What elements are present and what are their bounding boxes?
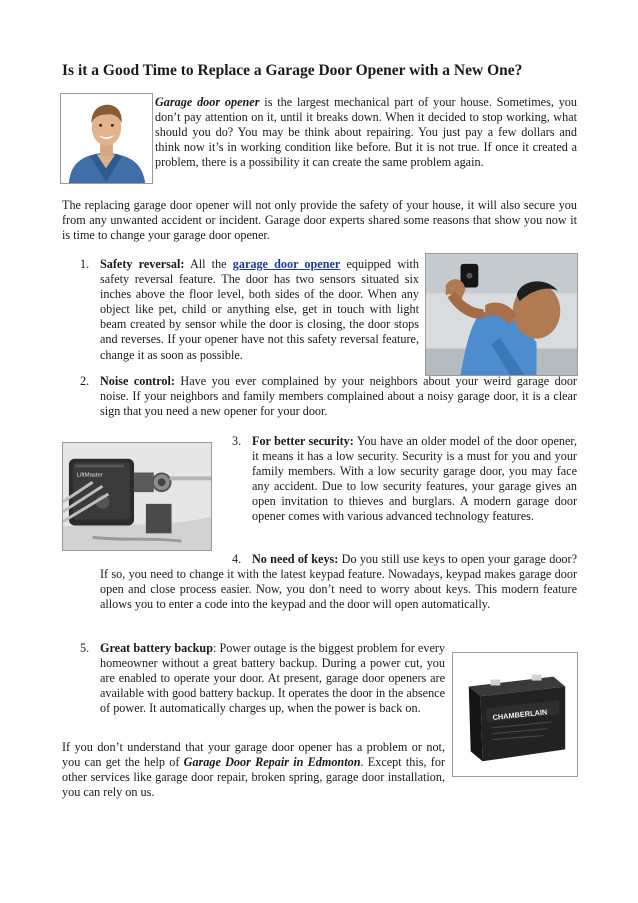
intro-lead: Garage door opener [155,95,260,109]
list-item-noise-control [100,374,577,419]
item-2-title: Noise control: [100,374,175,388]
page-title: Is it a Good Time to Replace a Garage Door Opener with a New One? [62,62,523,79]
item-2-text: Have you ever complained by your neighbors about your weird garage door noise. If your neighbors and family members complained about a noisy garage door, it is a clear sign that you need a new opener for your door. [100,374,577,419]
garage-door-opener-link[interactable]: garage door opener [232,257,341,271]
list-item-better-security [252,434,577,525]
item-3-number: 3. [232,434,242,448]
item-4-title: No need of keys: [252,552,339,566]
item-1-title: Safety reversal: [100,257,185,271]
item-3-text: You have an older model of the door opener, it means it has a low security. Security is a must for you and your family members. With a low security garage door, you may face any accident. Due to low security features, your garage gives an open invitation to thieves and burglars. A modern garage door opener comes with various advanced technology features. [252,434,577,524]
closing-paragraph [62,740,445,800]
item-3-title: For better security: [252,434,354,448]
opener-motor-photo [62,442,212,551]
closing-text-pre: If you don’t understand that your garage door opener has a problem or not, you can get the help of [62,740,445,770]
item-1-text: equipped with safety reversal feature. The door has two sensors situated six inches above the floor level, both sides of the door. When any object like pet, child or anything else, get in touch with light beam created by sensor while the door is closing, the door stops and reverses. If your opener have not this safety reversal feature, change it as soon as possible. [100,257,419,362]
list-item-battery-backup [100,641,445,716]
closing-text-post: . Except this, for other services like garage door repair, broken spring, garage door installation, you can rely on us. [62,755,445,800]
sensor-installation-photo [425,253,578,376]
intro-paragraph [155,95,577,170]
backup-battery-photo [452,652,578,777]
intro-text: is the largest mechanical part of your house. Sometimes, you don’t pay attention on it, until it breaks down. When it decided to stop working, what should you do? You may be think about repairing. You just pay a few dollars and think now it’s in working condition like before. But it is not true. If once it created a problem, there is a possibility it can create the same problem again. [155,95,577,170]
item-1-pre: All the [184,257,233,271]
technician-photo [60,93,153,184]
item-5-number: 5. [80,641,90,655]
list-item-no-keys [100,552,577,612]
battery-brand-label: CHAMBERLAIN [492,707,548,723]
item-5-title: Great battery backup [100,641,213,655]
item-5-text: : Power outage is the biggest problem for every homeowner without a great battery backup. During a power cut, you are enabled to operate your door. At present, garage door openers are available with good battery backup. It operates the door in the absence of power. It automatically charges up, when the power is back on. [100,641,445,716]
garage-door-repair-edmonton-emphasis: Garage Door Repair in Edmonton [183,755,361,770]
motor-brand-label: LiftMaster [76,472,103,479]
item-4-text: Do you still use keys to open your garage door? If so, you need to change it with the latest keypad feature. Nowadays, keypad makes garage door open and close process easier. Now, you don’t need to worry about keys. This modern feature allows you to enter a code into the keypad and the door will open automatically. [100,552,577,612]
item-1-number: 1. [80,257,90,271]
paragraph-2: The replacing garage door opener will not only provide the safety of your house, it will also secure you from any unwanted accident or incident. Garage door experts shared some reasons that show you now it is time to change your garage door opener. [62,198,577,243]
item-2-number: 2. [80,374,90,388]
list-item-safety-reversal [100,257,419,363]
item-4-number: 4. [232,552,242,566]
